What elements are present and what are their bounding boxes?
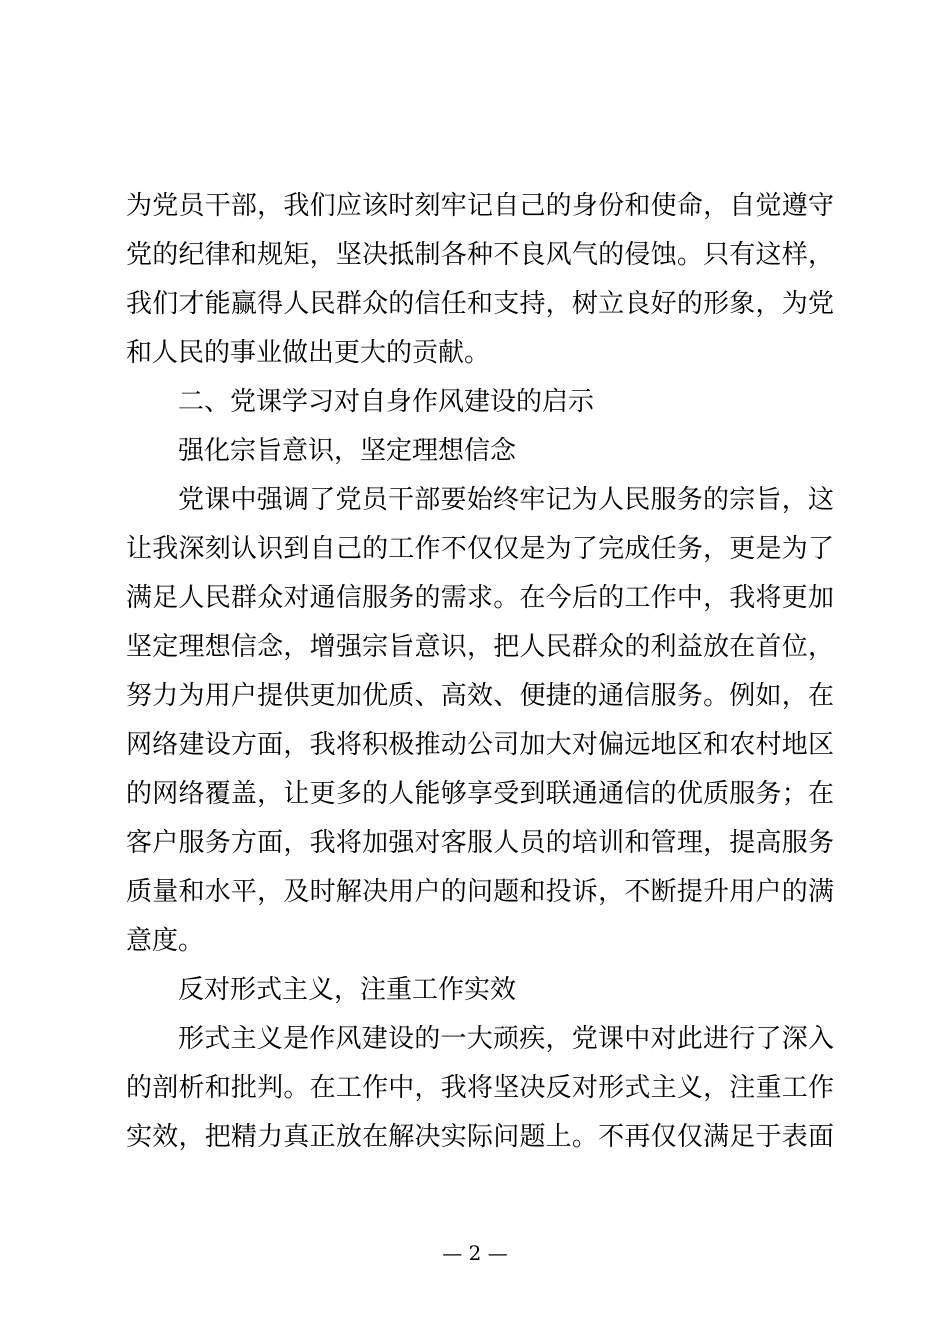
page-number: — 2 — [442,1241,508,1265]
text-line: 客户服务方面，我将加强对客服人员的培训和管理，提高服务 [126,828,834,858]
text-line: 让我深刻认识到自己的工作不仅仅是为了完成任务，更是为了 [126,534,834,564]
text-line: 党课中强调了党员干部要始终牢记为人民服务的宗旨，这 [178,485,834,515]
text-line: 和人民的事业做出更大的贡献。 [126,338,491,368]
text-line: 坚定理想信念，增强宗旨意识，把人民群众的利益放在首位， [126,632,834,662]
text-line: 网络建设方面，我将积极推动公司加大对偏远地区和农村地区 [126,730,834,760]
text-line: 努力为用户提供更加优质、高效、便捷的通信服务。例如，在 [126,681,834,711]
subsection-heading: 反对形式主义，注重工作实效 [178,975,517,1005]
text-line: 实效，把精力真正放在解决实际问题上。不再仅仅满足于表面 [126,1122,834,1152]
text-line: 满足人民群众对通信服务的需求。在今后的工作中，我将更加 [126,583,834,613]
subsection-heading: 强化宗旨意识，坚定理想信念 [178,436,517,466]
text-line: 质量和水平，及时解决用户的问题和投诉，不断提升用户的满 [126,877,834,907]
section-heading: 二、党课学习对自身作风建设的启示 [178,387,595,417]
text-line: 为党员干部，我们应该时刻牢记自己的身份和使命，自觉遵守 [126,191,834,221]
document-body [126,182,834,1162]
text-line: 意度。 [126,926,205,956]
text-line: 我们才能赢得人民群众的信任和支持，树立良好的形象，为党 [126,289,834,319]
text-line: 形式主义是作风建设的一大顽疾，党课中对此进行了深入 [178,1024,834,1054]
text-line: 的剖析和批判。在工作中，我将坚决反对形式主义，注重工作 [126,1073,834,1103]
text-line: 党的纪律和规矩，坚决抵制各种不良风气的侵蚀。只有这样， [126,240,834,270]
text-line: 的网络覆盖，让更多的人能够享受到联通通信的优质服务；在 [126,779,834,809]
